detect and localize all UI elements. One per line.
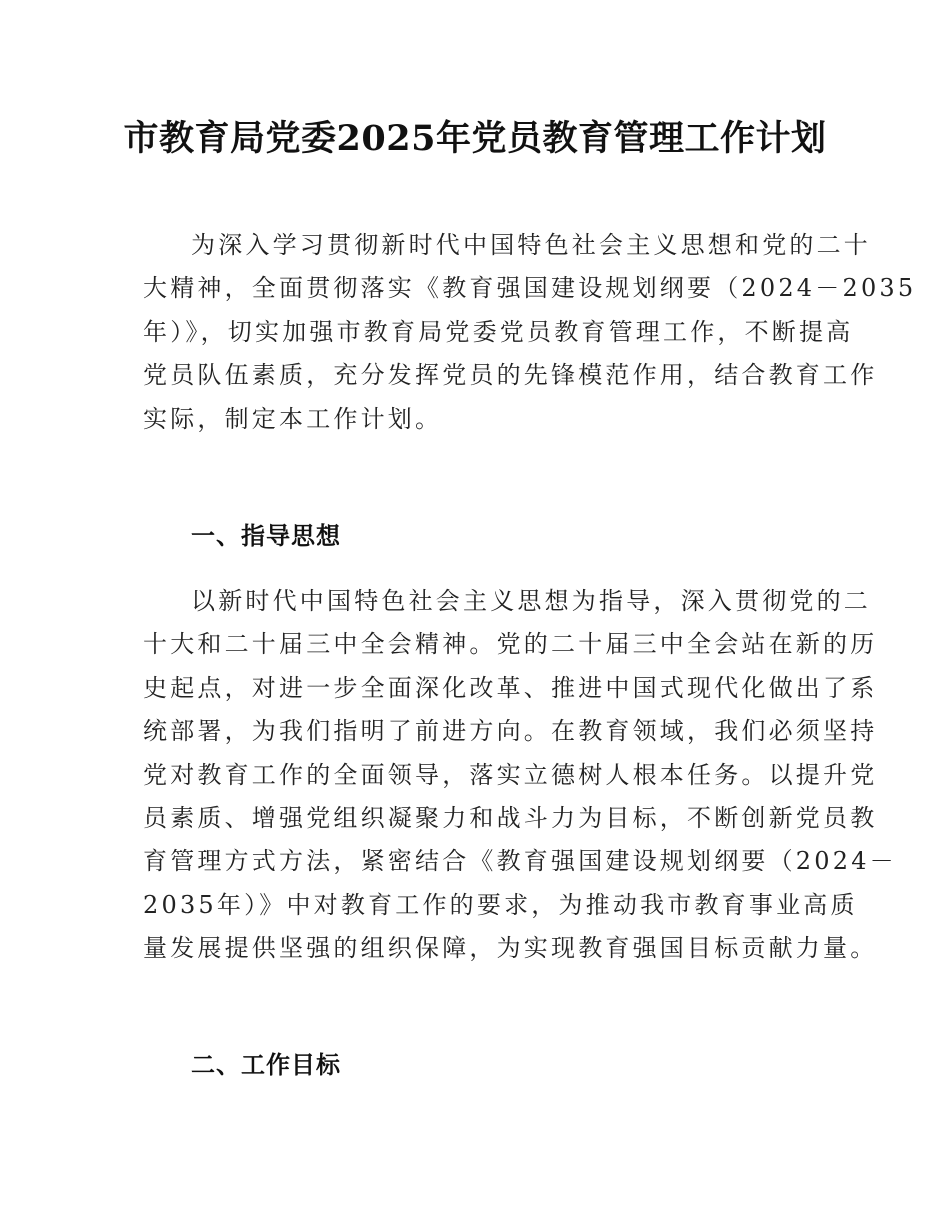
paragraph-line: 年）》，切实加强市教育局党委党员教育管理工作，不断提高	[143, 317, 854, 346]
paragraph-line: 统部署，为我们指明了前进方向。在教育领域，我们必须坚持	[143, 717, 878, 746]
intro-paragraph	[143, 224, 917, 441]
guiding-ideology-paragraph	[143, 580, 897, 971]
paragraph-line: 为深入学习贯彻新时代中国特色社会主义思想和党的二十	[191, 231, 871, 259]
paragraph-line: 党员队伍素质，充分发挥党员的先锋模范作用，结合教育工作	[143, 361, 878, 390]
paragraph-line: 大精神，全面贯彻落实《教育强国建设规划纲要（2024－2035	[143, 274, 917, 303]
paragraph-line: 党对教育工作的全面领导，落实立德树人根本任务。以提升党	[143, 760, 878, 789]
section-heading-guiding-ideology: 一、指导思想	[191, 522, 341, 550]
paragraph-line: 实际，制定本工作计划。	[143, 404, 443, 433]
paragraph-line: 2035年）》中对教育工作的要求，为推动我市教育事业高质	[143, 890, 858, 919]
paragraph-line: 量发展提供坚强的组织保障，为实现教育强国目标贡献力量。	[143, 934, 878, 963]
document-title: 市教育局党委2025年党员教育管理工作计划	[123, 118, 827, 159]
paragraph-line: 员素质、增强党组织凝聚力和战斗力为目标，不断创新党员教	[143, 804, 878, 833]
paragraph-line: 史起点，对进一步全面深化改革、推进中国式现代化做出了系	[143, 673, 878, 702]
paragraph-line: 十大和二十届三中全会精神。党的二十届三中全会站在新的历	[143, 630, 878, 659]
paragraph-line: 以新时代中国特色社会主义思想为指导，深入贯彻党的二	[191, 587, 871, 615]
paragraph-line: 育管理方式方法，紧密结合《教育强国建设规划纲要（2024－	[143, 847, 897, 876]
section-heading-work-goals: 二、工作目标	[191, 1051, 341, 1079]
